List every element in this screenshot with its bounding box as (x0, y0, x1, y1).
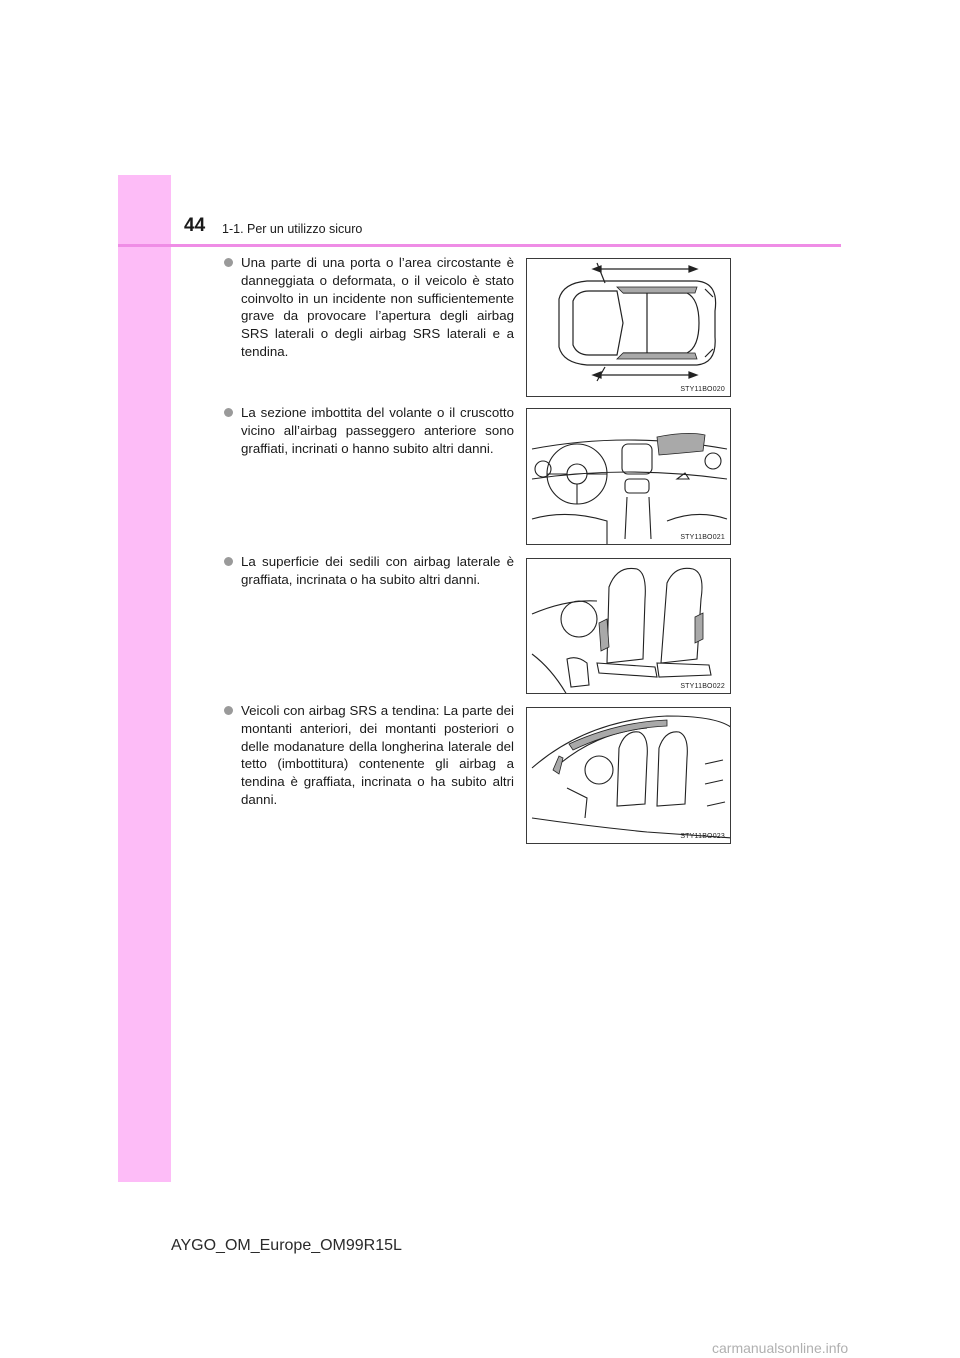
list-item (224, 702, 514, 809)
figure-seat-damage (526, 558, 731, 694)
figure-curtain-airbag-damage (526, 707, 731, 844)
cabin-side-illustration (527, 708, 731, 844)
watermark: carmanualsonline.info (712, 1340, 849, 1356)
figure-code: STY11BO020 (680, 386, 725, 393)
item-text: Una parte di una porta o l’area circostante è danneggiata o deformata, o il veicolo è stato coinvolto in un incidente non sufficientemente grave da provocare l’apertura degli airbag SRS laterali o degli airbag SRS laterali e a tendina. (241, 255, 514, 359)
figure-code: STY11BO021 (680, 534, 725, 541)
chapter-sidebar (118, 175, 171, 1182)
item-text: La superficie dei sedili con airbag laterale è graffiata, incrinata o ha subito altri danni. (241, 554, 514, 587)
list-item (224, 553, 514, 589)
dashboard-illustration (527, 409, 731, 545)
bullet-icon (224, 557, 233, 566)
bullet-icon (224, 706, 233, 715)
list-item (224, 404, 514, 457)
car-top-view-illustration (527, 259, 731, 397)
item-text: La sezione imbottita del volante o il cruscotto vicino all’airbag passeggero anteriore sono graffiati, incrinati o hanno subito altri danni. (241, 405, 514, 456)
bullet-icon (224, 408, 233, 417)
list-item (224, 254, 514, 361)
bullet-icon (224, 258, 233, 267)
figure-door-damage (526, 258, 731, 397)
figure-code: STY11BO022 (680, 683, 725, 690)
page-number: 44 (184, 215, 206, 236)
item-text: Veicoli con airbag SRS a tendina: La parte dei montanti anteriori, dei montanti posteriori o delle modanature della longherina laterale del tetto (imbottitura) contenente gli airbag a tendina è graffiata, incrinata o ha subito altri danni. (241, 703, 514, 807)
seats-illustration (527, 559, 731, 694)
section-title: 1-1. Per un utilizzo sicuro (222, 222, 363, 236)
figure-code: STY11BO023 (680, 833, 725, 840)
header-rule (118, 244, 841, 247)
figure-dashboard-damage (526, 408, 731, 545)
document-id: AYGO_OM_Europe_OM99R15L (171, 1237, 402, 1254)
